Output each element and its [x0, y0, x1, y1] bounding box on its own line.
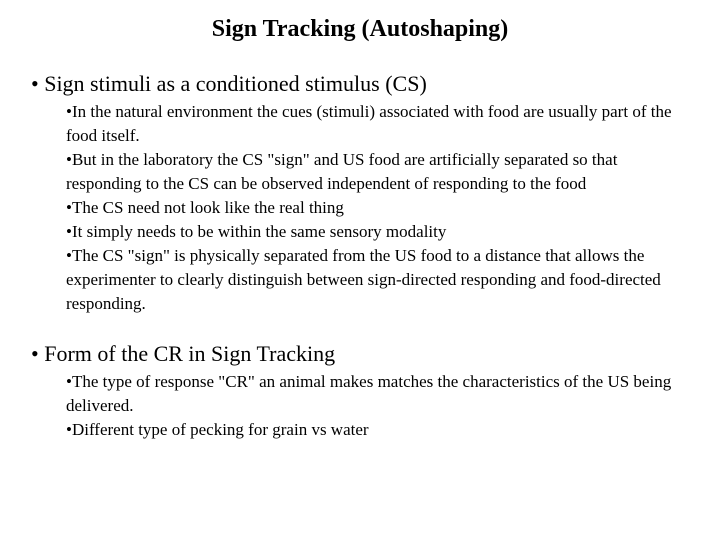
section-heading-text: Form of the CR in Sign Tracking	[44, 341, 336, 366]
list-item-text: The CS "sign" is physically separated from the US food to a distance that allows the experimenter to clearly distinguish between sign-directed responding and food-directed responding.	[66, 246, 661, 313]
list-item	[66, 418, 696, 442]
list-item-text: The type of response "CR" an animal makes matches the characteristics of the US being delivered.	[66, 372, 672, 415]
section-heading	[31, 341, 335, 367]
list-item	[66, 370, 696, 418]
list-item-text: But in the laboratory the CS "sign" and US food are artificially separated so that responding to the CS can be observed independent of responding to the food	[66, 150, 618, 193]
section-heading	[31, 71, 427, 97]
list-item	[66, 244, 696, 316]
bullet-marker: •	[31, 71, 39, 96]
section-items	[66, 370, 696, 442]
list-item-text: It simply needs to be within the same sensory modality	[71, 222, 447, 241]
list-item	[66, 220, 696, 244]
bullet-marker: •	[66, 246, 72, 265]
section-items	[66, 100, 696, 316]
list-item-text: The CS need not look like the real thing	[71, 198, 344, 217]
section-heading-text: Sign stimuli as a conditioned stimulus (CS)	[44, 71, 427, 96]
slide-title: Sign Tracking (Autoshaping)	[211, 16, 509, 42]
list-item-text: In the natural environment the cues (stimuli) associated with food are usually part of the food itself.	[66, 102, 672, 145]
bullet-marker: •	[66, 102, 72, 121]
list-item	[66, 196, 696, 220]
bullet-marker: •	[66, 150, 72, 169]
bullet-marker: •	[31, 341, 39, 366]
bullet-marker: •	[66, 198, 72, 217]
list-item-text: Different type of pecking for grain vs water	[71, 420, 369, 439]
list-item	[66, 100, 696, 148]
bullet-marker: •	[66, 420, 72, 439]
bullet-marker: •	[66, 222, 72, 241]
list-item	[66, 148, 696, 196]
bullet-marker: •	[66, 372, 72, 391]
